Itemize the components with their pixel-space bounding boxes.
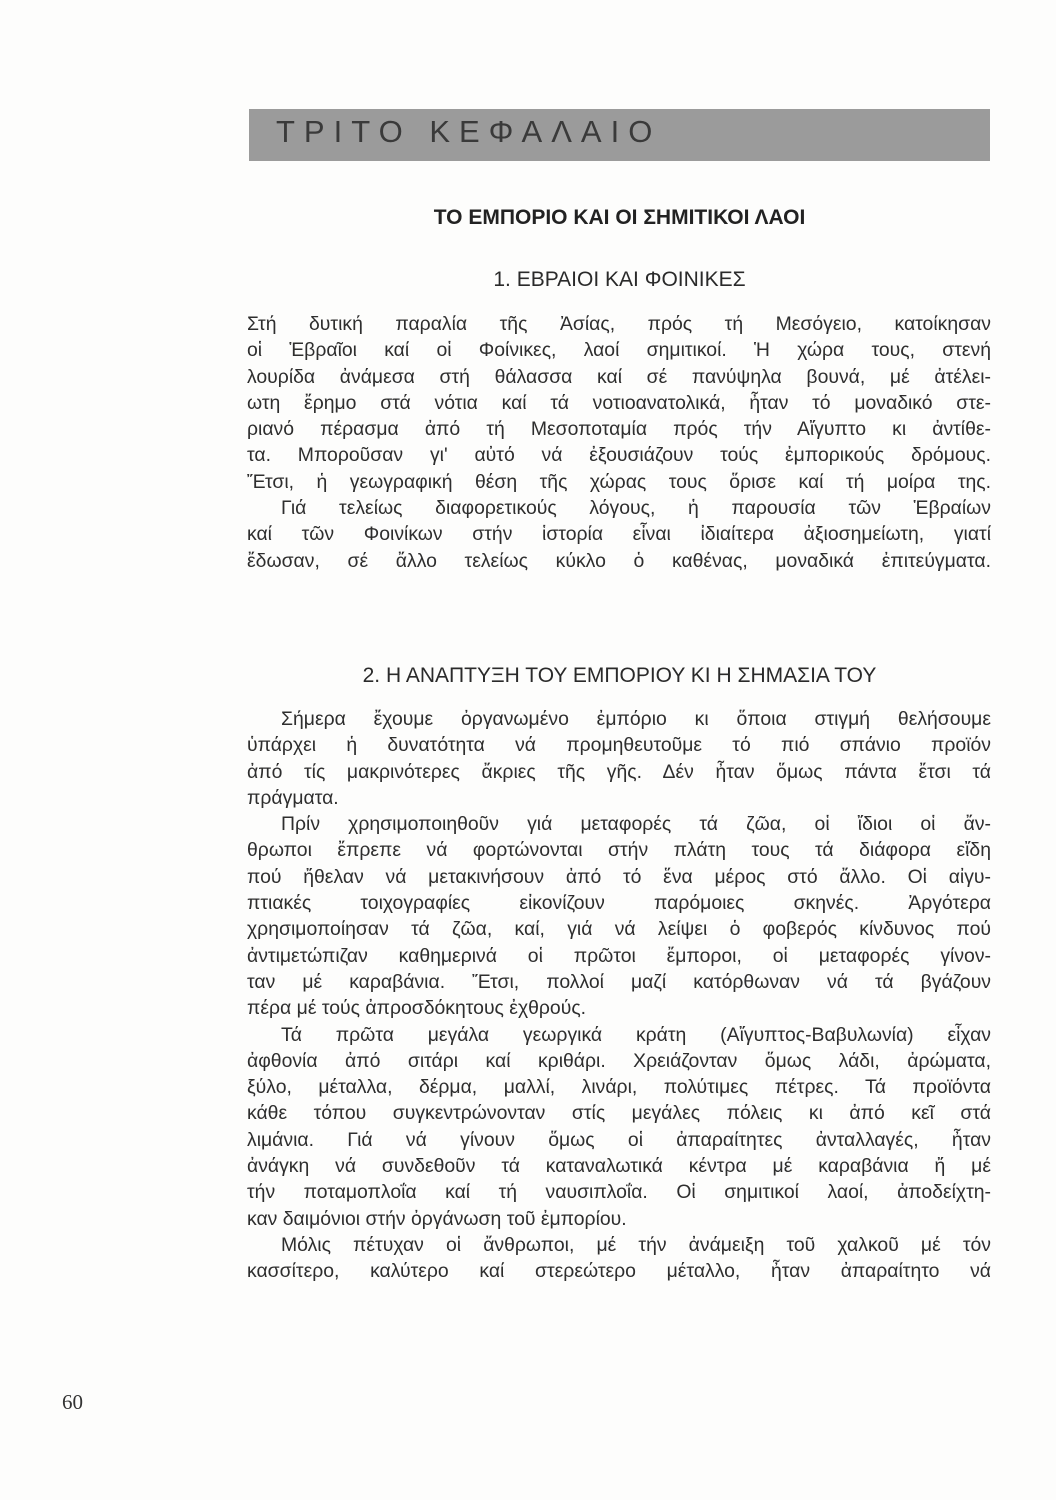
text-line: τα. Μποροῦσαν γι' αὐτό νά ἐξουσιάζουν τούς ἐμπορικούς δρόμους. xyxy=(247,444,991,467)
text-line: Γιά τελείως διαφορετικούς λόγους, ἡ παρουσία τῶν Ἑβραίων xyxy=(281,497,991,520)
section-heading: 1. ΕΒΡΑΙΟΙ ΚΑΙ ΦΟΙΝΙΚΕΣ xyxy=(493,268,746,291)
text-line: κάθε τόπου συγκεντρώνονταν στίς μεγάλες πόλεις κι ἀπό κεῖ στά xyxy=(247,1102,991,1125)
text-line: πέρα μέ τούς ἀπροσδόκητους ἐχθρούς. xyxy=(247,997,587,1020)
page-title: ΤΟ ΕΜΠΟΡΙΟ ΚΑΙ ΟΙ ΣΗΜΙΤΙΚΟΙ ΛΑΟΙ xyxy=(433,206,806,229)
text-line: καί τῶν Φοινίκων στήν ἱστορία εἶναι ἰδιαίτερα ἀξιοσημείωτη, γιατί xyxy=(247,523,991,546)
text-line: ξύλο, μέταλλα, δέρμα, μαλλί, λινάρι, πολύτιμες πέτρες. Τά προϊόντα xyxy=(247,1076,991,1099)
text-line: Ἔτσι, ἡ γεωγραφική θέση τῆς χώρας τους ὅρισε καί τή μοίρα της. xyxy=(247,470,991,493)
text-line: πού ἤθελαν νά μετακινήσουν ἀπό τό ἕνα μέρος στό ἄλλο. Οἱ αἰγυ- xyxy=(247,865,991,888)
text-line: κασσίτερο, καλύτερο καί στερεώτερο μέταλλο, ἦταν ἀπαραίτητο νά xyxy=(247,1260,991,1283)
text-line: θρωποι ἔπρεπε νά φορτώνονται στήν πλάτη τους τά διάφορα εἴδη xyxy=(247,839,991,862)
text-line: οἱ Ἑβραῖοι καί οἱ Φοίνικες, λαοί σημιτικοί. Ἡ χώρα τους, στενή xyxy=(247,339,991,362)
section-heading: 2. Η ΑΝΑΠΤΥΞΗ ΤΟΥ ΕΜΠΟΡΙΟΥ ΚΙ Η ΣΗΜΑΣΙΑ ΤΟΥ xyxy=(362,664,877,687)
text-line: Σήμερα ἔχουμε ὀργανωμένο ἐμπόριο κι ὅποια στιγμή θελήσουμε xyxy=(281,708,991,730)
section-1-text xyxy=(247,311,991,574)
text-line: χρησιμοποίησαν τά ζῶα, καί, γιά νά λείψει ὁ φοβερός κίνδυνος πού xyxy=(247,918,991,941)
chapter-title: ΤΡΙΤΟ ΚΕΦΑΛΑΙΟ xyxy=(276,114,662,149)
text-line: πράγματα. xyxy=(247,786,339,809)
text-line: ἀντιμετώπιζαν καθημερινά οἱ πρῶτοι ἔμποροι, οἱ μεταφορές γίνον- xyxy=(247,944,991,967)
text-line: ωτη ἔρημο στά νότια καί τά νοτιοανατολικά, ἦταν τό μοναδικό στε- xyxy=(247,391,991,414)
page-number: 60 xyxy=(62,1390,83,1414)
text-line: Στή δυτική παραλία τῆς Ἀσίας, πρός τή Μεσόγειο, κατοίκησαν xyxy=(247,313,991,335)
text-line: ἀπό τίς μακρινότερες ἄκριες τῆς γῆς. Δέν ἦταν ὅμως πάντα ἔτσι τά xyxy=(247,760,991,783)
text-line: λιμάνια. Γιά νά γίνουν ὅμως οἱ ἀπαραίτητες ἀνταλλαγές, ἦταν xyxy=(247,1128,991,1151)
text-line: Μόλις πέτυχαν οἱ ἄνθρωποι, μέ τήν ἀνάμειξη τοῦ χαλκοῦ μέ τόν xyxy=(281,1233,991,1256)
text-line: ἀφθονία ἀπό σιτάρι καί κριθάρι. Χρειάζονταν ὅμως λάδι, ἀρώματα, xyxy=(247,1049,991,1072)
text-line: ταν μέ καραβάνια. Ἔτσι, πολλοί μαζί κατόρθωναν νά τά βγάζουν xyxy=(247,970,991,993)
text-line: Τά πρῶτα μεγάλα γεωργικά κράτη (Αἴγυπτος-Βαβυλωνία) εἶχαν xyxy=(281,1023,991,1046)
text-line: πτιακές τοιχογραφίες εἰκονίζουν παρόμοιες σκηνές. Ἀργότερα xyxy=(247,892,991,915)
text-line: λουρίδα ἀνάμεσα στή θάλασσα καί σέ πανύψηλα βουνά, μέ ἀτέλει- xyxy=(247,365,991,388)
section-2-text xyxy=(247,706,991,1285)
text-line: καν δαιμόνιοι στήν ὀργάνωση τοῦ ἐμπορίου. xyxy=(247,1207,627,1230)
text-line: τήν ποταμοπλοΐα καί τή ναυσιπλοΐα. Οἱ σημιτικοί λαοί, ἀποδείχτη- xyxy=(247,1181,991,1204)
text-line: Πρίν χρησιμοποιηθοῦν γιά μεταφορές τά ζῶα, οἱ ἴδιοι οἱ ἄν- xyxy=(281,813,991,836)
text-line: ὑπάρχει ἡ δυνατότητα νά προμηθευτοῦμε τό πιό σπάνιο προϊόν xyxy=(247,734,991,757)
text-line: ἀνάγκη νά συνδεθοῦν τά καταναλωτικά κέντρα μέ καραβάνια ἤ μέ xyxy=(247,1155,991,1178)
text-line: ἔδωσαν, σέ ἄλλο τελείως κύκλο ὁ καθένας, μοναδικά ἐπιτεύγματα. xyxy=(247,549,991,572)
text-line: ριανό πέρασμα ἀπό τή Μεσοποταμία πρός τήν Αἴγυπτο κι ἀντίθε- xyxy=(247,418,991,441)
